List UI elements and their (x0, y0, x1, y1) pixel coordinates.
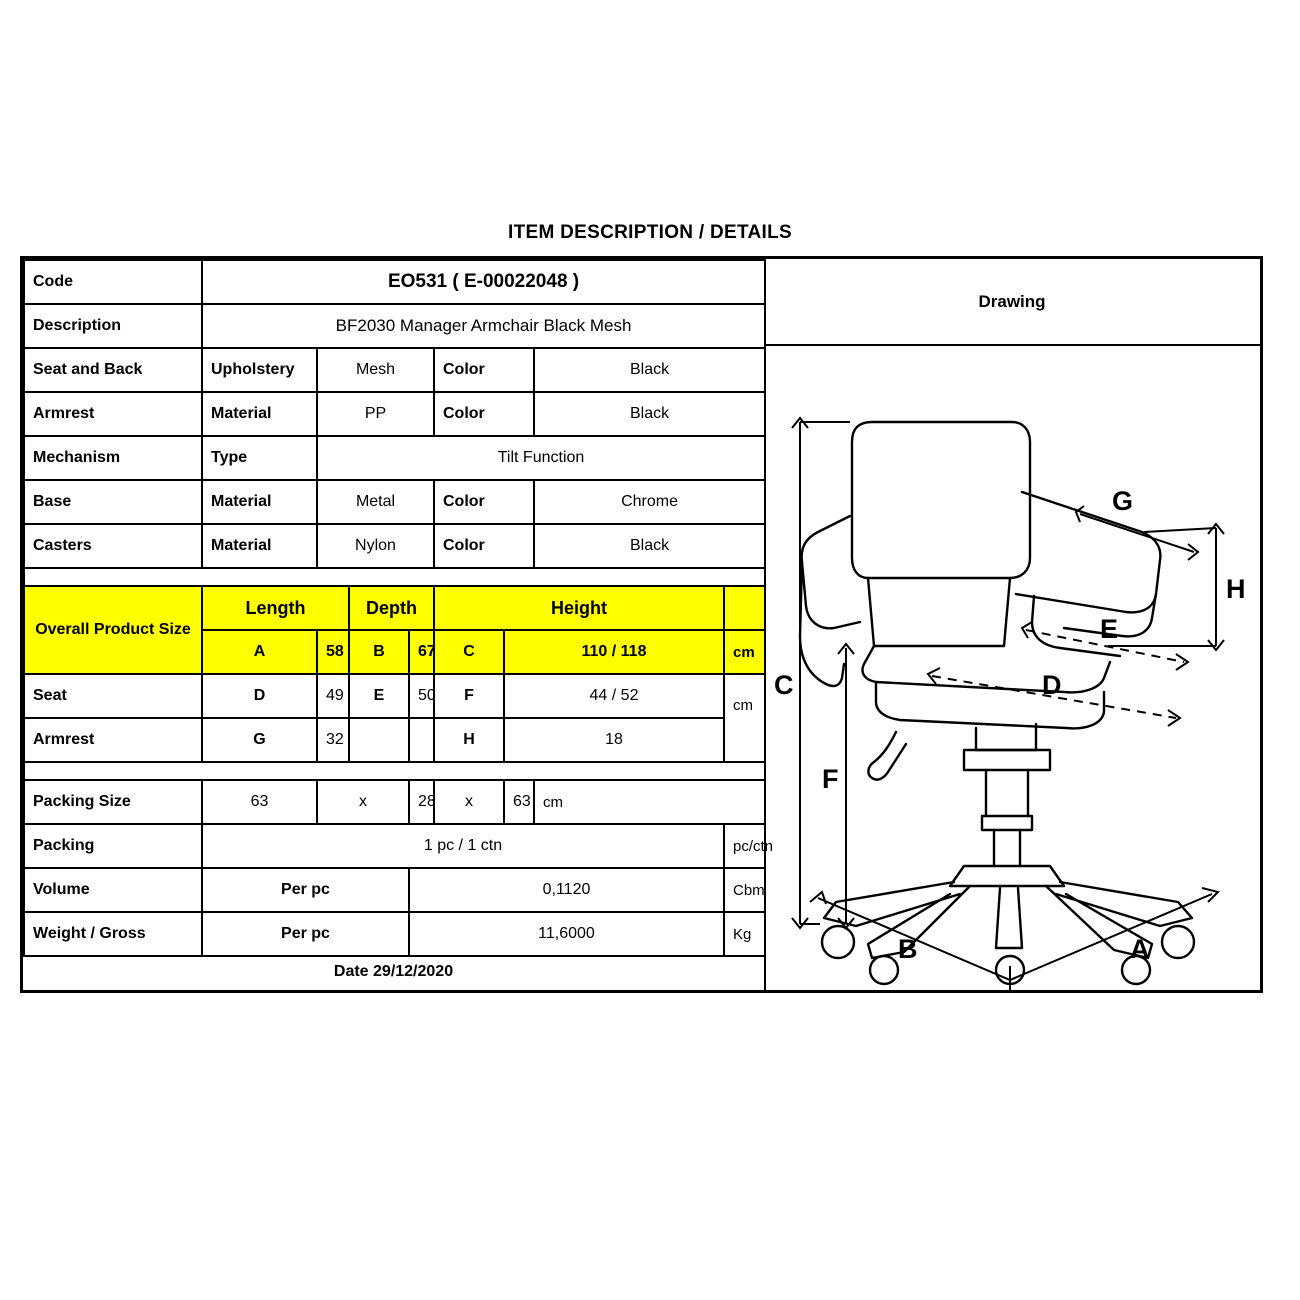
callout-e-label: E (1100, 614, 1119, 644)
mechanism-housing (976, 724, 1036, 750)
seat-depth-key: E (349, 674, 409, 718)
base-leg-right (1056, 882, 1192, 926)
cylinder-collar (982, 816, 1032, 830)
row-attr-casters-material: Material (202, 524, 317, 568)
armrest-dimension-label: Armrest (24, 718, 202, 762)
armrest-height-key: H (434, 718, 504, 762)
row-color-label-3: Color (434, 480, 534, 524)
column-header-length: Length (202, 586, 349, 630)
armrest-length-value: 32 (317, 718, 349, 762)
armrest-left-foot (826, 664, 844, 686)
armrest-height-value: 18 (504, 718, 724, 762)
description-label: Description (24, 304, 202, 348)
overall-depth-value: 67 (409, 630, 434, 674)
seat-depth-value: 50 (409, 674, 434, 718)
mechanism-block (964, 750, 1050, 770)
armrest-depth-value (409, 718, 434, 762)
back-lower-panel (868, 578, 1010, 646)
table-spacer-2 (24, 762, 765, 780)
overall-height-value: 110 / 118 (504, 630, 724, 674)
row-attr-base-material: Material (202, 480, 317, 524)
row-attr-mechanism-type: Type (202, 436, 317, 480)
row-color-value-0: Black (534, 348, 765, 392)
dim-arrow-e-right (1176, 654, 1188, 670)
weight-value: 11,6000 (409, 912, 724, 956)
row-value-armrest-material: PP (317, 392, 434, 436)
row-color-label-4: Color (434, 524, 534, 568)
row-label-casters: Casters (24, 524, 202, 568)
row-color-value-3: Chrome (534, 480, 765, 524)
table-spacer-1 (24, 568, 765, 586)
callout-c-label: C (774, 670, 794, 700)
overall-size-label: Overall Product Size (24, 586, 202, 674)
packing-size-height: 63 (504, 780, 534, 824)
volume-unit: Cbm (724, 868, 765, 912)
packing-size-width: 28 (409, 780, 434, 824)
description-value: BF2030 Manager Armchair Black Mesh (202, 304, 765, 348)
table-row (24, 392, 765, 436)
dim-line-g (1080, 514, 1194, 552)
table-row-weight (24, 912, 765, 956)
callout-f-label: F (822, 764, 839, 794)
table-row-seat-dimensions (24, 674, 765, 718)
volume-value: 0,1120 (409, 868, 724, 912)
table-row-dimension-headers (24, 586, 765, 630)
code-value: EO531 ( E-00022048 ) (202, 260, 765, 304)
seat-unit: cm (724, 674, 765, 762)
cylinder-shaft (994, 830, 1020, 866)
table-row-volume (24, 868, 765, 912)
seat-height-key: F (434, 674, 504, 718)
packing-size-unit: cm (534, 780, 765, 824)
table-row-packing (24, 824, 765, 868)
armrest-depth-key (349, 718, 409, 762)
overall-height-key: C (434, 630, 504, 674)
caster-left (822, 926, 854, 958)
packing-size-label: Packing Size (24, 780, 202, 824)
overall-depth-key: B (349, 630, 409, 674)
callout-d-label: D (1042, 670, 1062, 700)
dim-ext-h-top (1144, 528, 1216, 532)
seat-length-key: D (202, 674, 317, 718)
armrest-length-key: G (202, 718, 317, 762)
seat-length-value: 49 (317, 674, 349, 718)
caster-front-left (870, 956, 898, 984)
row-label-mechanism: Mechanism (24, 436, 202, 480)
row-color-label-1: Color (434, 392, 534, 436)
table-row-packing-size (24, 780, 765, 824)
row-label-armrest: Armrest (24, 392, 202, 436)
column-header-height: Height (434, 586, 724, 630)
base-leg-center (996, 888, 1022, 948)
weight-label: Weight / Gross (24, 912, 202, 956)
page-title: ITEM DESCRIPTION / DETAILS (507, 222, 792, 243)
callout-a-label: A (1130, 934, 1150, 964)
table-row-armrest-dimensions (24, 718, 765, 762)
table-row-code (24, 260, 765, 304)
row-attr-upholstery: Upholstery (202, 348, 317, 392)
row-attr-armrest-material: Material (202, 392, 317, 436)
row-color-value-1: Black (534, 392, 765, 436)
row-value-mechanism-type: Tilt Function (317, 436, 765, 480)
caster-right (1162, 926, 1194, 958)
overall-unit: cm (724, 630, 765, 674)
packing-unit: pc/ctn (724, 824, 765, 868)
weight-per: Per pc (202, 912, 409, 956)
row-color-label-0: Color (434, 348, 534, 392)
volume-per: Per pc (202, 868, 409, 912)
seat-height-value: 44 / 52 (504, 674, 724, 718)
row-value-base-material: Metal (317, 480, 434, 524)
table-row (24, 524, 765, 568)
table-row-description (24, 304, 765, 348)
overall-length-value: 58 (317, 630, 349, 674)
packing-size-x1: x (317, 780, 409, 824)
row-value-casters-material: Nylon (317, 524, 434, 568)
base-leg-left (824, 882, 960, 926)
packing-label: Packing (24, 824, 202, 868)
packing-value: 1 pc / 1 ctn (202, 824, 724, 868)
row-color-value-4: Black (534, 524, 765, 568)
row-label-base: Base (24, 480, 202, 524)
base-hub (950, 866, 1064, 886)
tilt-lever (868, 732, 906, 780)
callout-h-label: H (1226, 574, 1246, 604)
specification-table (23, 259, 774, 957)
volume-label: Volume (24, 868, 202, 912)
callout-b-label: B (898, 934, 918, 964)
seat-dimension-label: Seat (24, 674, 202, 718)
table-row (24, 348, 765, 392)
packing-size-x2: x (434, 780, 504, 824)
packing-size-length: 63 (202, 780, 317, 824)
backrest-outline (852, 422, 1030, 578)
row-label-seat-and-back: Seat and Back (24, 348, 202, 392)
armrest-right (1016, 492, 1160, 612)
callout-g-label: G (1112, 486, 1134, 516)
chair-drawing (764, 346, 1263, 990)
overall-length-key: A (202, 630, 317, 674)
weight-unit: Kg (724, 912, 765, 956)
table-row (24, 480, 765, 524)
drawing-header-label: Drawing (978, 291, 1046, 311)
overall-unit-spacer (724, 586, 765, 630)
row-value-upholstery: Mesh (317, 348, 434, 392)
date-footer: Date 29/12/2020 (333, 963, 454, 980)
table-row (24, 436, 765, 480)
column-header-depth: Depth (349, 586, 434, 630)
footprint-lines (818, 894, 1212, 980)
gas-cylinder (986, 770, 1028, 816)
code-label: Code (24, 260, 202, 304)
